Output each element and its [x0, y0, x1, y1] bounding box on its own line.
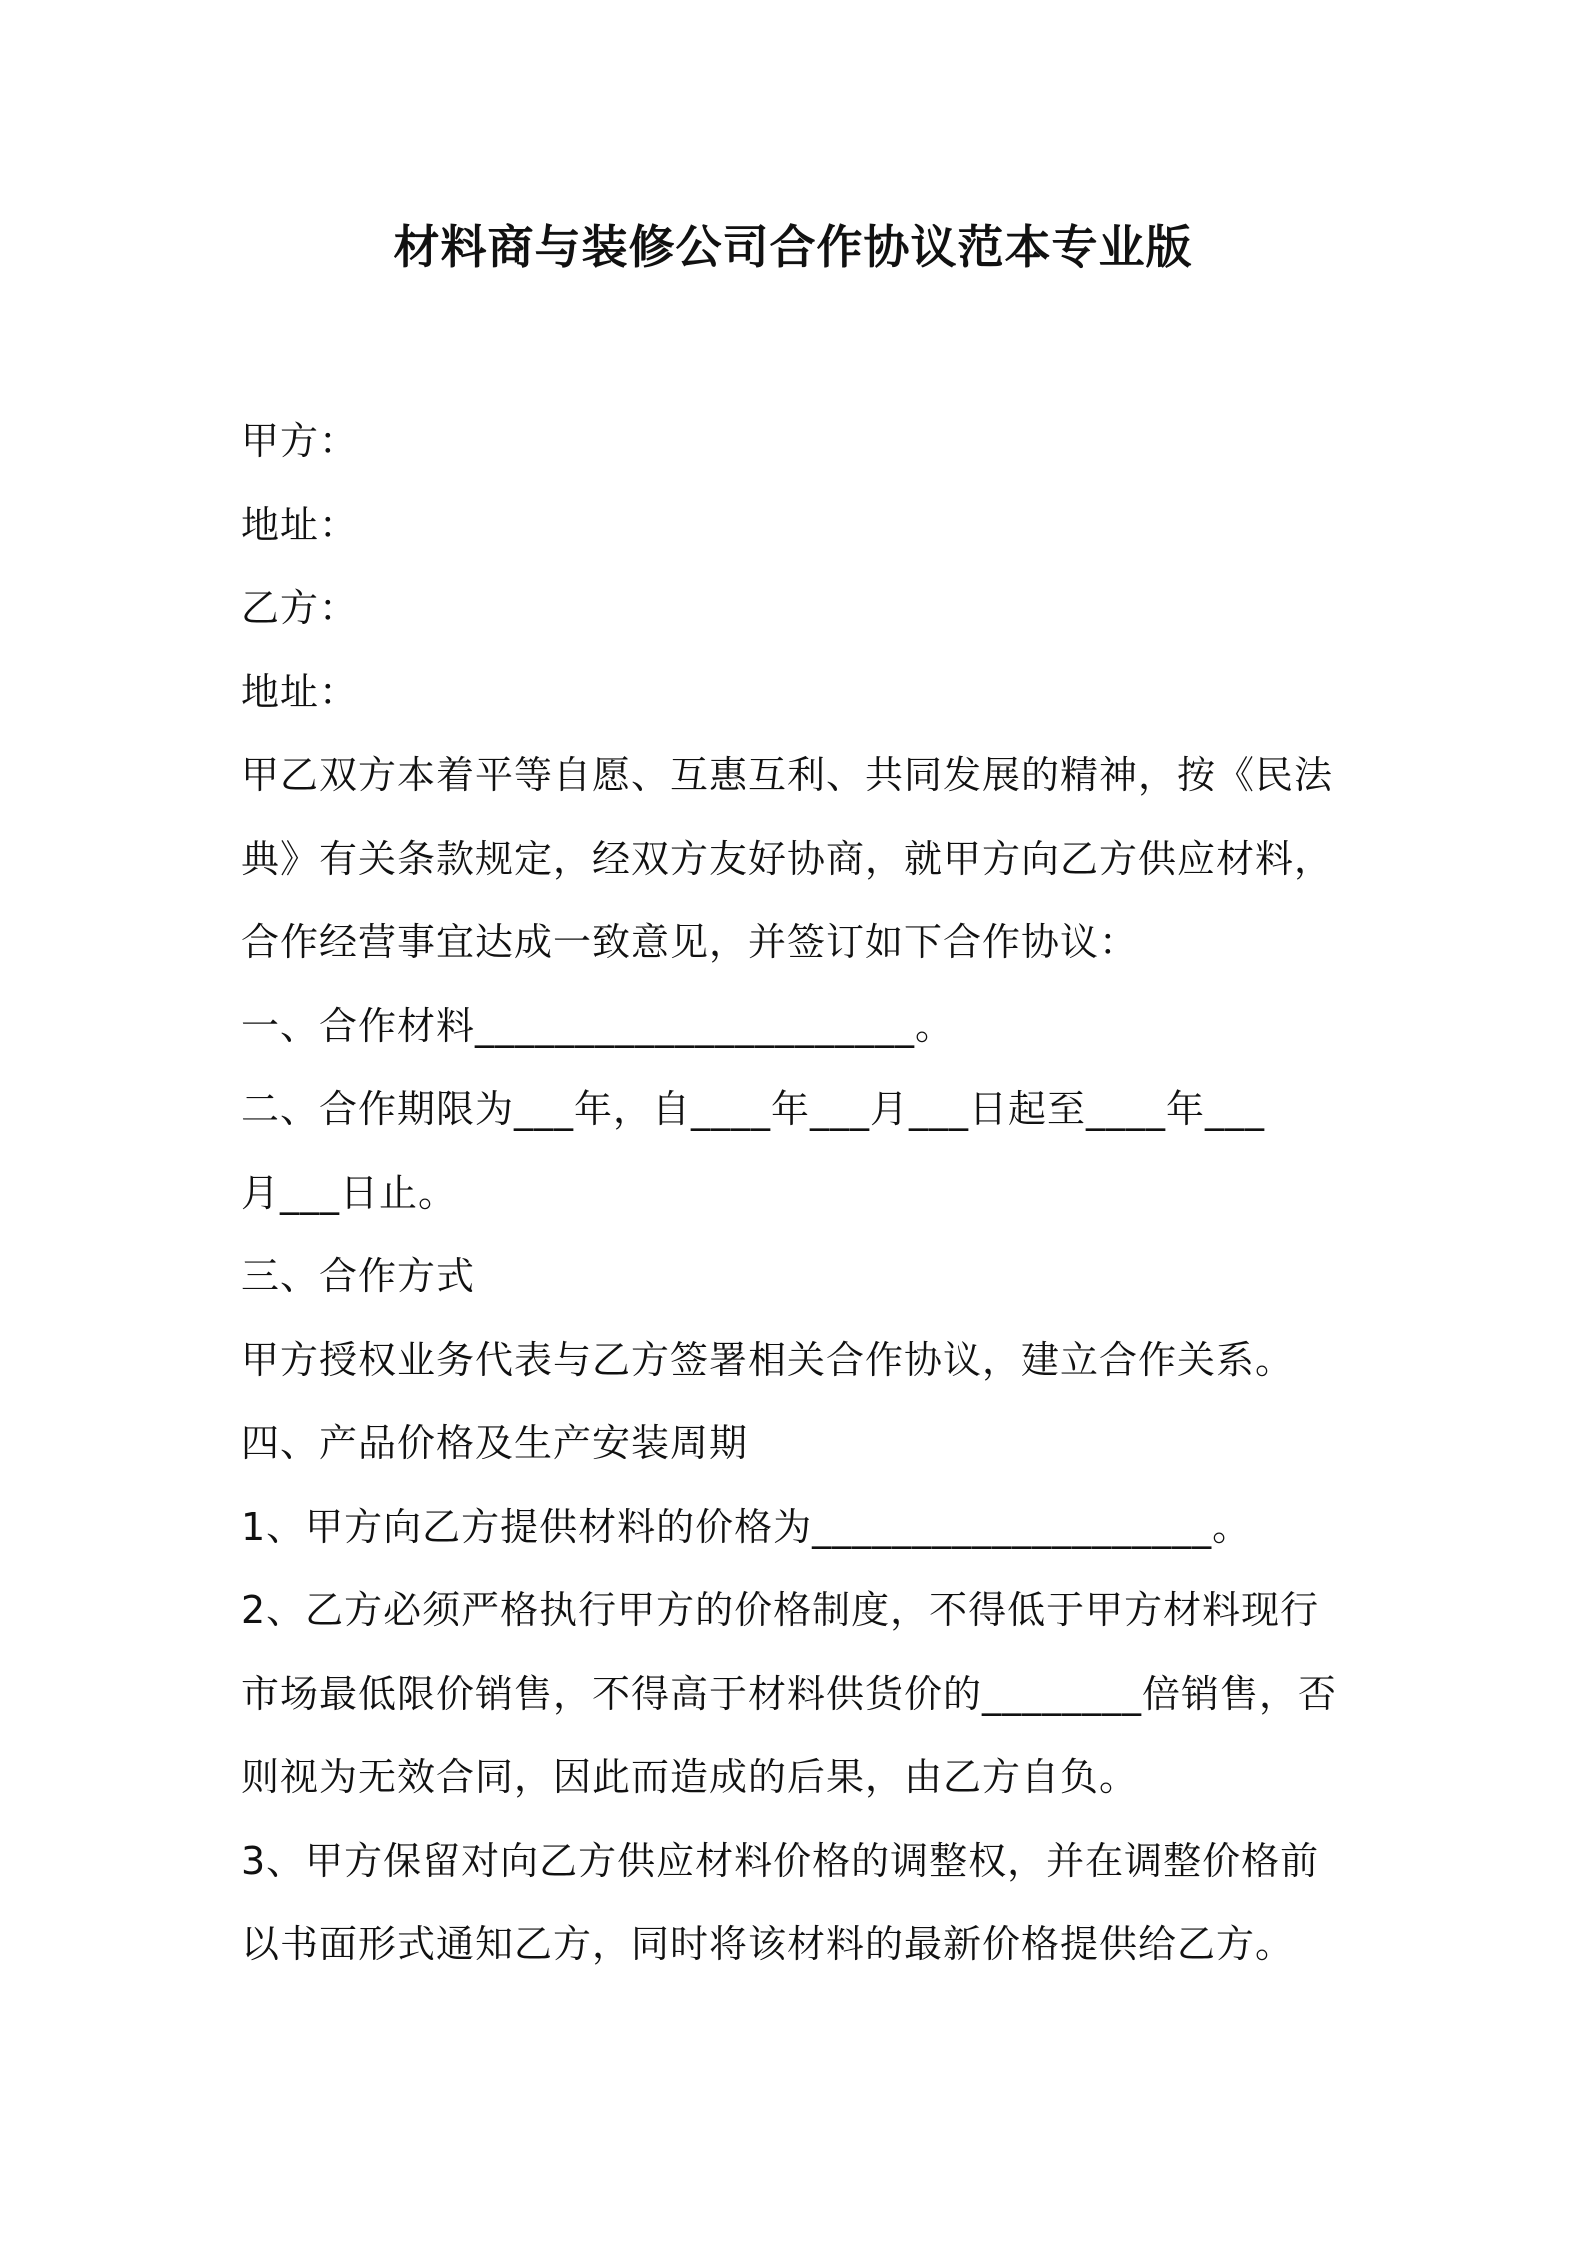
clause-4-item-2: 2、乙方必须严格执行甲方的价格制度，不得低于甲方材料现行	[241, 1588, 1320, 1632]
preamble-line: 合作经营事宜达成一致意见，并签订如下合作协议：	[241, 920, 1139, 964]
clause-2-term: 二、合作期限为___年，自____年___月___日起至____年___	[241, 1087, 1266, 1131]
party-a-label: 甲方：	[241, 419, 359, 463]
clause-4-heading: 四、产品价格及生产安装周期	[241, 1421, 749, 1465]
clause-3-text: 甲方授权业务代表与乙方签署相关合作协议，建立合作关系。	[241, 1337, 1295, 1382]
clause-4-item-2: 则视为无效合同，因此而造成的后果，由乙方自负。	[241, 1755, 1139, 1799]
party-b-label: 乙方：	[241, 586, 359, 630]
party-b-address-label: 地址：	[241, 669, 359, 714]
clause-4-item-3: 3、甲方保留对向乙方供应材料价格的调整权，并在调整价格前	[241, 1838, 1320, 1883]
document-body	[241, 400, 1356, 1987]
clause-1-materials: 一、合作材料______________________。	[241, 1003, 955, 1048]
preamble-line: 典》有关条款规定，经双方友好协商，就甲方向乙方供应材料，	[241, 836, 1334, 881]
clause-3-heading: 三、合作方式	[241, 1254, 476, 1298]
preamble-line: 甲乙双方本着平等自愿、互惠互利、共同发展的精神，按《民法	[241, 753, 1334, 797]
party-a-address-label: 地址：	[241, 502, 359, 547]
clause-2-term: 月___日止。	[241, 1170, 458, 1215]
clause-4-item-2: 市场最低限价销售，不得高于材料供货价的________倍销售，否	[241, 1671, 1338, 1716]
document-title: 材料商与装修公司合作协议范本专业版	[393, 220, 1193, 274]
clause-4-item-1: 1、甲方向乙方提供材料的价格为____________________。	[241, 1504, 1252, 1549]
clause-4-item-3: 以书面形式通知乙方，同时将该材料的最新价格提供给乙方。	[241, 1922, 1295, 1966]
